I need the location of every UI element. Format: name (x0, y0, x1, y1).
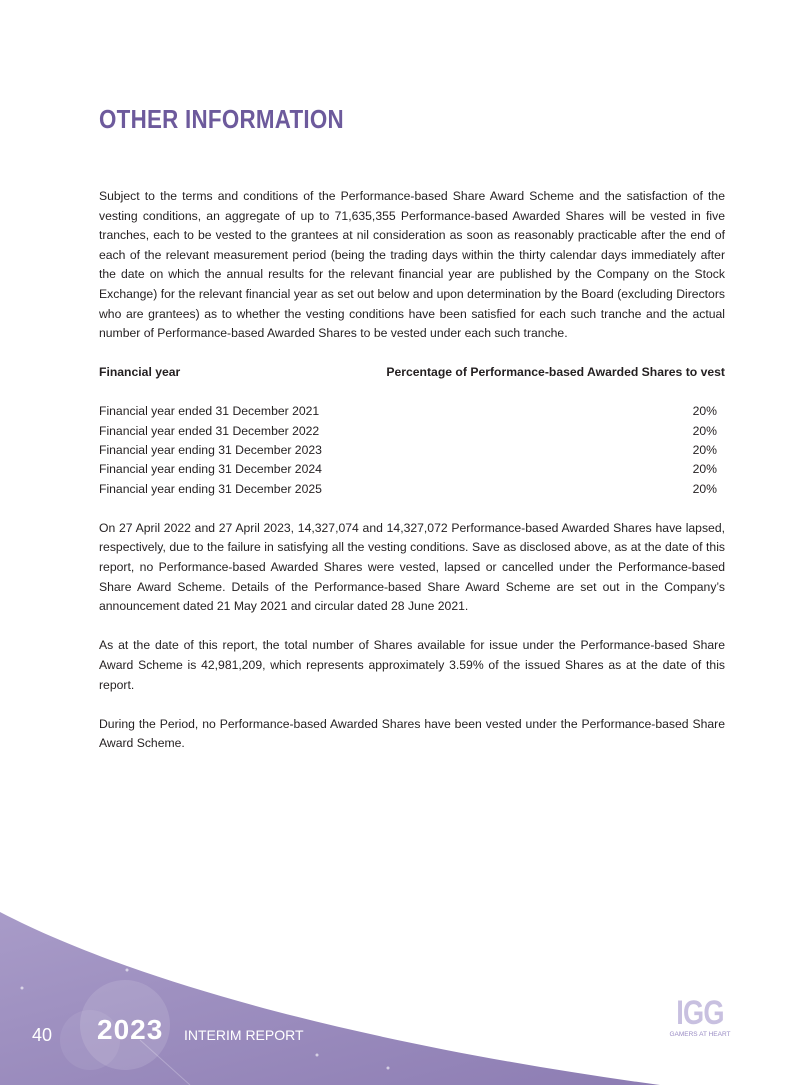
report-name: INTERIM REPORT (184, 1027, 304, 1043)
cell-year: Financial year ending 31 December 2025 (99, 481, 322, 496)
header-financial-year: Financial year (99, 365, 181, 380)
page-title: OTHER INFORMATION (99, 104, 344, 134)
table-row (99, 480, 725, 499)
paragraph: On 27 April 2022 and 27 April 2023, 14,327,074 and 14,327,072 Performance-based Awarded Shares have lapsed, respectively, due to the failure in satisfying all the vesting conditions. Save as disclosed above, as at the date of this report, no Performance-based Awarded Shares were vested, lapsed or cancelled under the Performance-based Share Award Scheme. Details of the Performance-based Share Award Scheme are set out in the Company’s announcement dated 21 May 2021 and circular dated 28 June 2021. (99, 520, 725, 614)
cell-percent: 20% (692, 404, 717, 419)
cell-year: Financial year ended 31 December 2022 (99, 423, 320, 438)
table-header-row (99, 363, 725, 382)
cell-percent: 20% (692, 481, 717, 496)
logo-mark: IGG (676, 994, 724, 1032)
paragraph: During the Period, no Performance-based Awarded Shares have been vested under the Performance-based Share Award Scheme. (99, 716, 725, 751)
table-row (99, 441, 725, 460)
vesting-table (99, 363, 725, 499)
cell-percent: 20% (692, 423, 717, 438)
table-row (99, 460, 725, 479)
cell-percent: 20% (692, 462, 717, 477)
page-number: 40 (32, 1025, 53, 1045)
cell-year: Financial year ended 31 December 2021 (99, 404, 320, 419)
cell-percent: 20% (692, 442, 717, 457)
footer-decoration (0, 900, 800, 1085)
body-text (99, 187, 725, 773)
cell-year: Financial year ending 31 December 2024 (99, 462, 322, 477)
paragraph: Subject to the terms and conditions of the Performance-based Share Award Scheme and the satisfaction of the vesting conditions, an aggregate of up to 71,635,355 Performance-based Awarded Shares will be vested in five tranches, each to be vested to the grantees at nil consideration as soon as reasonably practicable after the end of each of the relevant measurement period (being the trading days within the thirty calendar days immediately after the date on which the annual results for the relevant financial year are published by the Company on the Stock Exchange) for the relevant financial year as set out below and upon determination by the Board (excluding Directors who are grantees) as to whether the vesting conditions have been satisfied for each such tranche and the actual number of Performance-based Awarded Shares to be vested under each such tranche. (99, 189, 725, 341)
cell-year: Financial year ending 31 December 2023 (99, 442, 322, 457)
paragraph: As at the date of this report, the total number of Shares available for issue under the Performance-based Share Award Scheme is 42,981,209, which represents approximately 3.59% of the issued Shares as at the date of this report. (99, 638, 725, 692)
igg-logo (660, 995, 740, 1038)
table-row (99, 402, 725, 421)
report-year: 2023 (97, 1014, 164, 1045)
table-row (99, 422, 725, 441)
header-percentage: Percentage of Performance-based Awarded Shares to vest (386, 365, 725, 380)
logo-tagline: GAMERS AT HEART (669, 1031, 731, 1038)
